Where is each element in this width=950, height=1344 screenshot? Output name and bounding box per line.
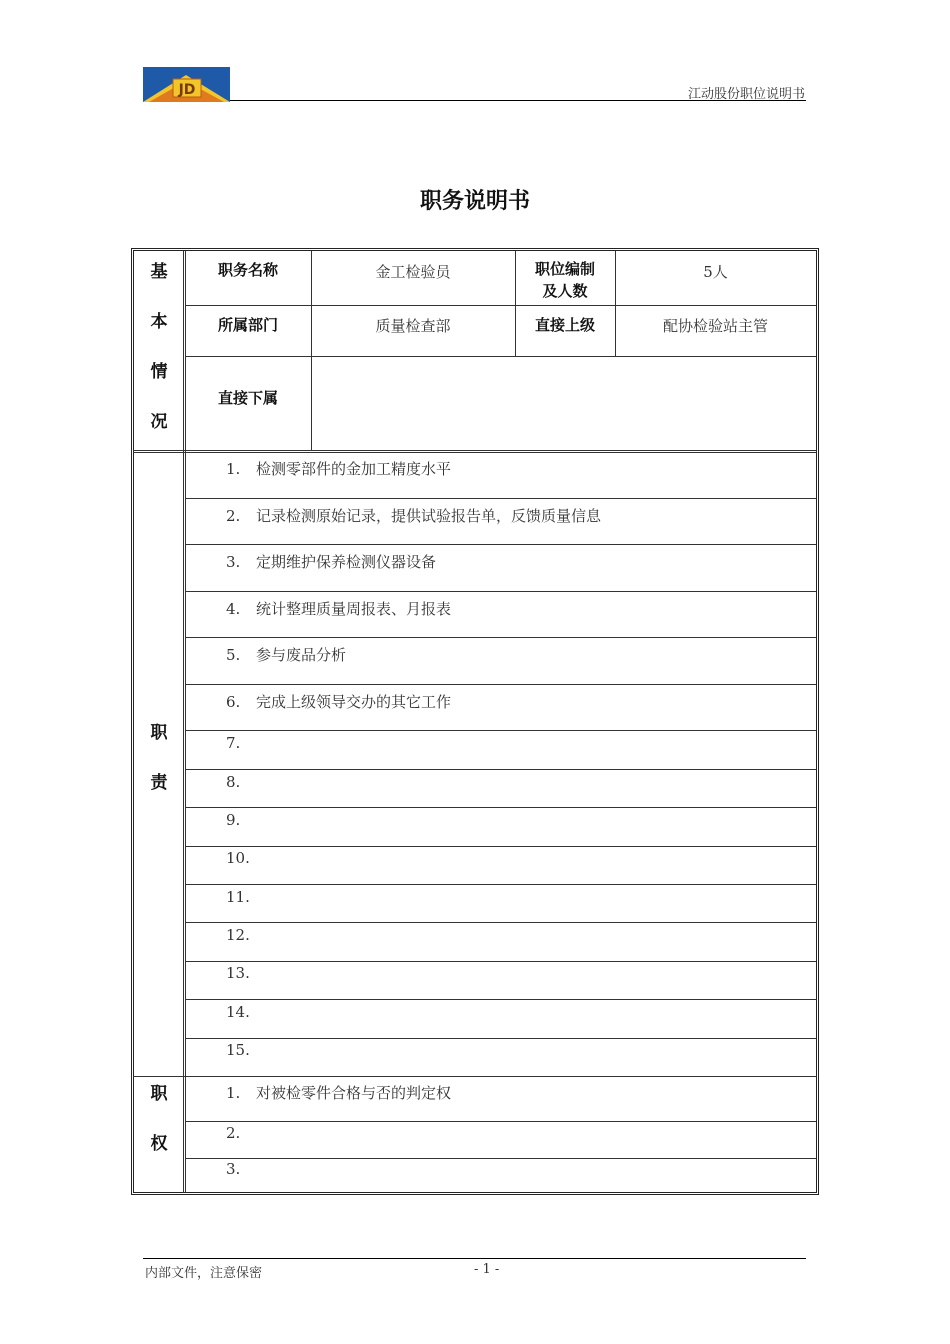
department-label: 所属部门 bbox=[217, 316, 278, 334]
row-divider bbox=[185, 999, 816, 1000]
duty-item: 12. bbox=[226, 926, 250, 944]
page-number: - 1 - bbox=[474, 1262, 500, 1277]
duty-item: 6. 完成上级领导交办的其它工作 bbox=[226, 693, 452, 711]
authority-section-label: 职 权 bbox=[150, 1084, 168, 1154]
row-divider bbox=[185, 884, 816, 885]
confidential-notice: 内部文件，注意保密 bbox=[145, 1266, 263, 1281]
page-title: 职务说明书 bbox=[419, 189, 530, 214]
row-divider bbox=[185, 807, 816, 808]
row-divider bbox=[185, 544, 816, 545]
duties-section-label: 职 责 bbox=[150, 723, 168, 793]
duty-item: 7. bbox=[226, 734, 241, 752]
job-name-value: 金工检验员 bbox=[375, 263, 451, 281]
row-divider bbox=[185, 684, 816, 685]
department-value: 质量检查部 bbox=[375, 317, 451, 335]
footer-rule bbox=[143, 1258, 806, 1259]
row-divider bbox=[185, 1158, 816, 1159]
row-divider bbox=[185, 769, 816, 770]
authority-item: 3. bbox=[226, 1160, 241, 1178]
duty-item: 9. bbox=[226, 811, 241, 829]
duty-item: 13. bbox=[226, 964, 250, 982]
table-divider bbox=[185, 305, 816, 306]
company-logo bbox=[143, 67, 230, 102]
row-divider bbox=[185, 961, 816, 962]
duty-item: 15. bbox=[226, 1041, 250, 1059]
duty-item: 10. bbox=[226, 849, 250, 867]
subordinate-label: 直接下属 bbox=[217, 389, 278, 407]
authority-item: 1. 对被检零件合格与否的判定权 bbox=[226, 1084, 452, 1102]
row-divider bbox=[185, 498, 816, 499]
row-divider bbox=[185, 637, 816, 638]
duty-item: 5. 参与废品分析 bbox=[226, 646, 347, 664]
duty-item: 11. bbox=[226, 888, 250, 906]
row-divider bbox=[185, 591, 816, 592]
logo-text: JD bbox=[178, 82, 196, 98]
duty-item: 3. 定期维护保养检测仪器设备 bbox=[226, 553, 437, 571]
duty-item: 2. 记录检测原始记录，提供试验报告单，反馈质量信息 bbox=[226, 507, 602, 525]
duty-item: 4. 统计整理质量周报表、月报表 bbox=[226, 600, 452, 618]
row-divider bbox=[185, 1121, 816, 1122]
table-divider bbox=[185, 356, 816, 357]
superior-value: 配协检验站主管 bbox=[662, 317, 768, 335]
headcount-label: 职位编制 及人数 bbox=[534, 260, 595, 300]
row-divider bbox=[185, 730, 816, 731]
superior-label: 直接上级 bbox=[534, 316, 595, 334]
duty-item: 1. 检测零部件的金加工精度水平 bbox=[226, 460, 452, 478]
row-divider bbox=[185, 846, 816, 847]
duty-item: 8. bbox=[226, 773, 241, 791]
authority-item: 2. bbox=[226, 1124, 241, 1142]
duty-item: 14. bbox=[226, 1003, 250, 1021]
headcount-value: 5人 bbox=[703, 263, 728, 281]
header-rule bbox=[230, 100, 806, 101]
section-divider bbox=[133, 1076, 817, 1077]
document-header-title: 江动股份职位说明书 bbox=[687, 87, 805, 102]
row-divider bbox=[185, 922, 816, 923]
job-name-label: 职务名称 bbox=[217, 261, 278, 279]
basic-section-label: 基 本 情 况 bbox=[150, 262, 168, 432]
row-divider bbox=[185, 1038, 816, 1039]
section-divider bbox=[133, 450, 817, 453]
